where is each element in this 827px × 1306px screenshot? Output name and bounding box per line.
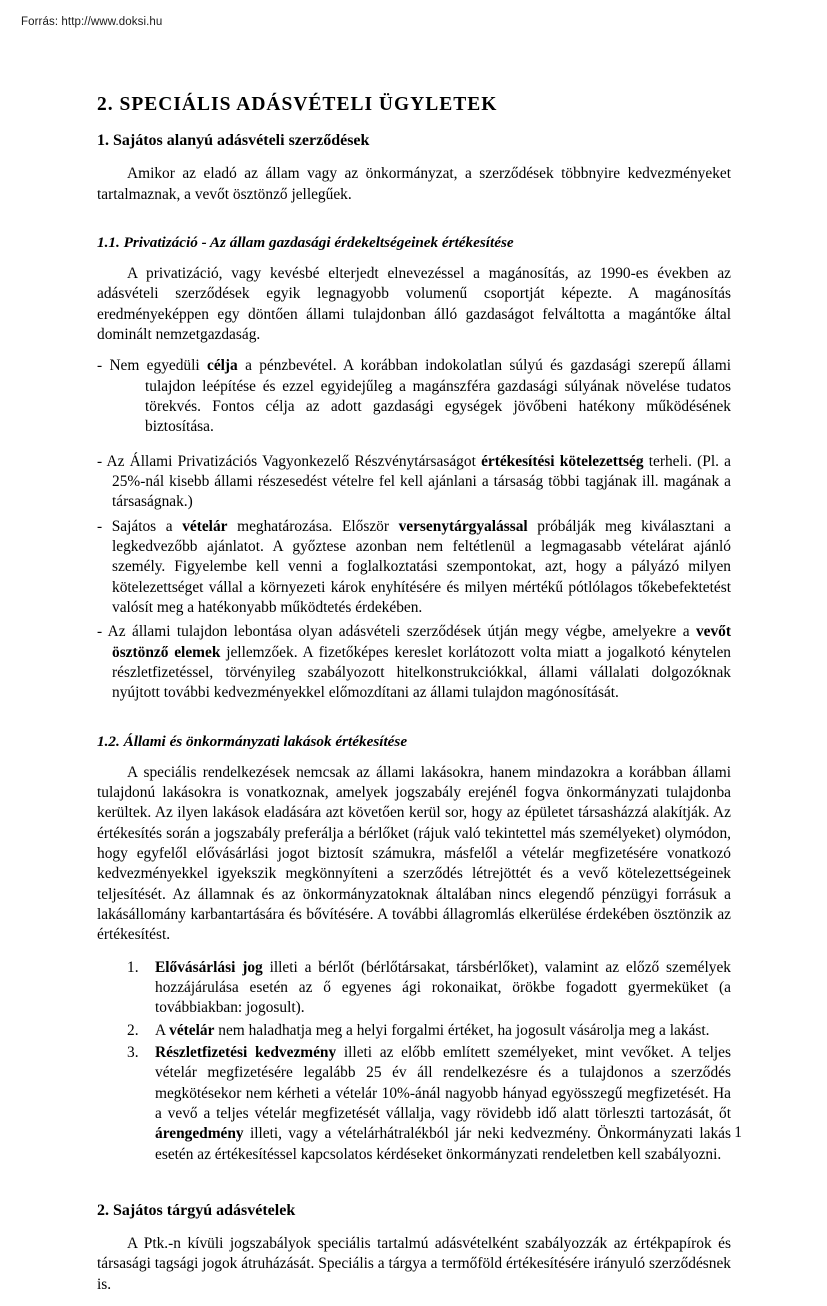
- dash-item-celja-bold: célja: [206, 357, 238, 375]
- document-content: [97, 93, 731, 1306]
- dash-item-lebontas-post: jellemzőek. A fizetőképes kereslet korlátozott volta miatt a jogalkotó kénytelen részletfizetéssel, törvényileg szabályozott hitelkonstrukciókkal, állami vállalati dolgozóknak nyújtott további kedvezményekkel előmozdítani az állami tulajdon magónosítását.: [112, 643, 732, 702]
- subsection-1-1-intro-paragraph: A privatizáció, vagy kevésbé elterjedt elnevezéssel a magánosítás, az 1990-es években az adásvételi szerződések egyik legnagyobb volumenű csoportját képezte. A magánosítás eredményeképpen egy döntően állami tulajdonban álló gazdaságot felváltotta a magántőke által dominált nemzetgazdaság.: [97, 265, 731, 344]
- section-1-intro-paragraph: Amikor az eladó az állam vagy az önkormányzat, a szerződések többnyire kedvezményeket tartalmaznak, a vevőt ösztönző jellegűek.: [97, 165, 731, 203]
- dash-item-lebontas-bold: vevőt ösztönző elemek: [112, 623, 731, 661]
- dash-item-apv: [97, 452, 731, 513]
- list-item-1-bold: Elővásárlási jog: [155, 958, 263, 976]
- dash-item-celja-pre: - Nem egyedüli: [97, 357, 207, 375]
- dash-item-vetelar-post: próbálják meg kiválasztani a legkedvezőbb ajánlatot. A győztese azonban nem feltétlenül a legmagasabb vételárat ajánló személy. Figyelembe kell venni a foglalkoztatási szempontokat, azt, hogy a pályázó milyen kötelezettséget vállal a környezeti károk enyhítésére és milyen mértékű pótlólagos tőkebefektetést valósít meg a hatékonyabb működtetés érdekében.: [112, 517, 731, 616]
- dash-item-lebontas-pre: - Az állami tulajdon lebontása olyan adásvételi szerződések útján megy végbe, amelyekre a: [97, 623, 696, 641]
- dash-item-vetelar-bold2: versenytárgyalással: [398, 517, 528, 535]
- list-item-3-bold2: árengedmény: [155, 1125, 244, 1143]
- dash-item-apv-post: terheli. (Pl. a 25%-nál kisebb állami részesedést vételre fel kell ajánlani a társaság többi tagjának ill. magának a társaságnak.): [112, 452, 731, 511]
- subsection-heading-1-2: 1.2. Állami és önkormányzati lakások értékesítése: [97, 732, 408, 750]
- dash-item-lebontas: [97, 622, 731, 703]
- numbered-list: [97, 958, 731, 1165]
- list-item: [97, 958, 731, 1019]
- page-title: 2. SPECIÁLIS ADÁSVÉTELI ÜGYLETEK: [97, 94, 498, 115]
- list-item-2-bold: vételár: [169, 1021, 215, 1039]
- list-item: [97, 1021, 731, 1041]
- list-item-2-post: nem haladhatja meg a helyi forgalmi értéket, ha jogosult vásárolja meg a lakást.: [214, 1021, 710, 1039]
- dash-item-apv-pre: - Az Állami Privatizációs Vagyonkezelő Részvénytársaságot: [97, 452, 482, 470]
- dash-item-celja: [97, 356, 731, 437]
- dash-item-celja-post: a pénzbevétel. A korábban indokolatlan súlyú és gazdasági szerepű állami tulajdon leépítése és ezzel egyidejűleg a magánszféra gazdasági súlyának növelése tudatos törekvés. Fontos célja az adott gazdasági egységek jövőbeni hatékony működésének biztosítása.: [145, 357, 731, 436]
- list-item: [97, 1043, 731, 1165]
- subsection-1-2-intro-paragraph: A speciális rendelkezések nemcsak az állami lakásokra, hanem mindazokra a korábban állami tulajdonú lakásokra is vonatkoznak, amelyek jogszabály erejénél fogva önkormányzati tulajdonba kerültek. Az ilyen lakások eladására azt követően kerül sor, hogy az épületet társasházzá alakítják. Az értékesítés során a jogszabály preferálja a bérlőket (rájuk való tekintettel más személyeket) olymódon, hogy egyfelől elővásárlási jogot biztosít számukra, másfelől a vételár megfizetésére vonatkozó kedvezményekkel igyekszik megkönnyíteni a szerződés létrejöttét és a vevő kötelezettségeinek teljesítését. Az államnak és az önkormányzatoknak általában nincs elegendő pénzügyi forrásuk a lakásállomány karbantartására és bővítésére. A további állagromlás elkerülése érdekében ösztönzik az értékesítést.: [97, 763, 731, 944]
- dash-item-vetelar-mid: meghatározása. Először: [227, 517, 399, 535]
- dash-item-vetelar: [97, 517, 731, 619]
- list-item-3-bold: Részletfizetési kedvezmény: [155, 1043, 337, 1061]
- dash-item-apv-bold: értékesítési kötelezettség: [481, 452, 644, 470]
- section-heading-2: 2. Sajátos tárgyú adásvételek: [97, 1201, 296, 1219]
- page-number: 1: [734, 1124, 742, 1141]
- dash-item-vetelar-pre: - Sajátos a: [97, 517, 183, 535]
- source-watermark: Forrás: http://www.doksi.hu: [21, 16, 163, 28]
- list-item-3-post: illeti, vagy a vételárhátralékból jár neki kedvezmény. Önkormányzati lakás esetén az értékesítéssel kapcsolatos kérdéseket önkormányzati rendeletben kell szabályozni.: [155, 1125, 731, 1163]
- list-item-2-pre: A: [155, 1021, 170, 1039]
- list-item-3-mid: illeti az előbb említett személyeket, mint vevőket. A teljes vételár megfizetésére legalább 25 év áll rendelkezésre és a tulajdonos a szerződés megkötésekor nem kérheti a vételár 10%-ánál nagyobb hányad egyösszegű megfizetését. Ha a vevő a teljes vételár megfizetését vállalja, vagy rövidebb idő alatt törleszti tartozását, őt: [155, 1043, 731, 1122]
- section-2-intro-paragraph: A Ptk.-n kívüli jogszabályok speciális tartalmú adásvételként szabályozzák az értékpapírok és társasági tagsági jogok átruházását. Speciális a tárgya a termőföld értékesítésére irányuló szerződésnek is.: [97, 1234, 731, 1293]
- section-heading-1: 1. Sajátos alanyú adásvételi szerződések: [97, 132, 370, 150]
- list-item-1-post: illeti a bérlőt (bérlőtársakat, társbérlőket), valamint az előző személyek hozzájárulása esetén az ő egyenes ági rokonaikat, örökbe fogadott gyermeküket (a továbbiakban: jogosult).: [155, 958, 732, 1017]
- subsection-heading-1-1: 1.1. Privatizáció - Az állam gazdasági érdekeltségeinek értékesítése: [97, 234, 514, 252]
- dash-item-vetelar-bold: vételár: [182, 517, 228, 535]
